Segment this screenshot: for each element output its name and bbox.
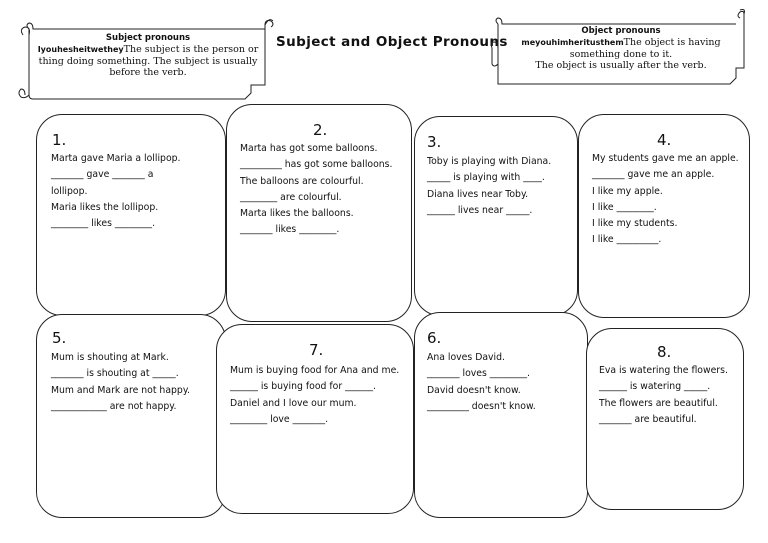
subject-pronouns-scroll (15, 15, 279, 101)
subject-scroll-text-3: before the verb. (109, 67, 187, 79)
sentence-line: _____ is playing with ____. (427, 172, 545, 184)
subject-scroll-content (37, 33, 259, 79)
sentence-line: Mum and Mark are not happy. (51, 384, 190, 396)
card-sentences (592, 151, 739, 249)
subject-scroll-text-1: The subject is the person or (123, 43, 259, 55)
object-scroll-text-1: The object is having (623, 36, 721, 48)
page-title: Subject and Object Pronouns (276, 34, 508, 50)
object-pronouns-scroll (490, 8, 752, 88)
sentence-line: Mum is buying food for Ana and me. (230, 365, 400, 376)
sentence-line: _________ has got some balloons. (240, 159, 393, 171)
sentence-line: Marta likes the balloons. (240, 208, 354, 220)
sentence-line: lollipop. (51, 185, 88, 197)
sentence-line: Diana lives near Toby. (427, 188, 529, 200)
exercise-card-5 (36, 314, 226, 518)
object-scroll-text-2: something done to it. (569, 48, 673, 60)
card-sentences (230, 363, 399, 428)
subject-scroll-text-2: thing doing something. The subject is usually (38, 55, 258, 67)
sentence-line: _______ gave me an apple. (592, 169, 715, 181)
card-number: 2. (313, 121, 328, 139)
exercise-card-6 (414, 312, 588, 518)
card-number: 1. (52, 131, 67, 149)
sentence-line: _______ likes ________. (240, 224, 340, 236)
sentence-line: The balloons are colourful. (240, 175, 364, 187)
sentence-line: ______ lives near _____. (427, 204, 533, 216)
sentence-line: ________ likes ________. (51, 218, 156, 230)
object-scroll-content (506, 26, 736, 72)
subject-pronoun-list: Iyouhesheitwethey (37, 44, 124, 54)
sentence-line: Maria likes the lollipop. (51, 201, 159, 213)
card-sentences (240, 141, 392, 239)
sentence-line: Mum is shouting at Mark. (51, 352, 169, 363)
exercise-card-3 (414, 116, 578, 316)
exercise-card-7 (216, 324, 414, 514)
sentence-line: _______ is shouting at _____. (51, 368, 179, 380)
sentence-line: Marta has got some balloons. (240, 143, 378, 154)
sentence-line: My students gave me an apple. (592, 153, 739, 164)
sentence-line: David doesn't know. (427, 384, 521, 396)
card-sentences (427, 350, 536, 415)
sentence-line: Eva is watering the flowers. (599, 365, 728, 376)
sentence-line: _________ doesn't know. (427, 400, 536, 412)
card-number: 5. (52, 329, 67, 347)
exercise-card-8 (586, 328, 744, 510)
card-sentences (427, 154, 551, 219)
sentence-line: Marta gave Maria a lollipop. (51, 153, 181, 164)
card-number: 8. (657, 343, 672, 361)
exercise-card-1 (36, 114, 226, 316)
card-number: 3. (427, 133, 442, 151)
card-sentences (51, 151, 181, 232)
object-scroll-heading: Object pronouns (581, 26, 661, 36)
card-sentences (51, 350, 190, 415)
sentence-line: _______ loves ________. (427, 368, 530, 380)
sentence-line: I like my students. (592, 218, 678, 230)
sentence-line: ______ is watering _____. (599, 381, 711, 393)
subject-scroll-heading: Subject pronouns (105, 33, 191, 43)
sentence-line: _______ gave _______ a (51, 169, 154, 181)
sentence-line: I like my apple. (592, 185, 663, 197)
exercise-card-4 (578, 114, 750, 318)
sentence-line: ______ is buying food for ______. (230, 381, 376, 393)
sentence-line: I like ________. (592, 201, 657, 213)
sentence-line: Ana loves David. (427, 352, 505, 363)
sentence-line: ________ are colourful. (240, 191, 342, 203)
object-scroll-text-3: The object is usually after the verb. (535, 60, 707, 72)
sentence-line: ____________ are not happy. (51, 400, 177, 412)
exercise-card-2 (226, 104, 412, 322)
sentence-line: I like _________. (592, 234, 662, 246)
sentence-line: The flowers are beautiful. (599, 397, 718, 409)
card-number: 6. (427, 329, 442, 347)
card-sentences (599, 363, 728, 428)
sentence-line: _______ are beautiful. (599, 413, 697, 425)
card-number: 4. (657, 131, 672, 149)
sentence-line: ________ love _______. (230, 413, 329, 425)
object-pronoun-list: meyouhimheritusthem (521, 37, 624, 47)
card-number: 7. (309, 341, 324, 359)
sentence-line: Daniel and I love our mum. (230, 397, 357, 409)
sentence-line: Toby is playing with Diana. (427, 156, 552, 167)
